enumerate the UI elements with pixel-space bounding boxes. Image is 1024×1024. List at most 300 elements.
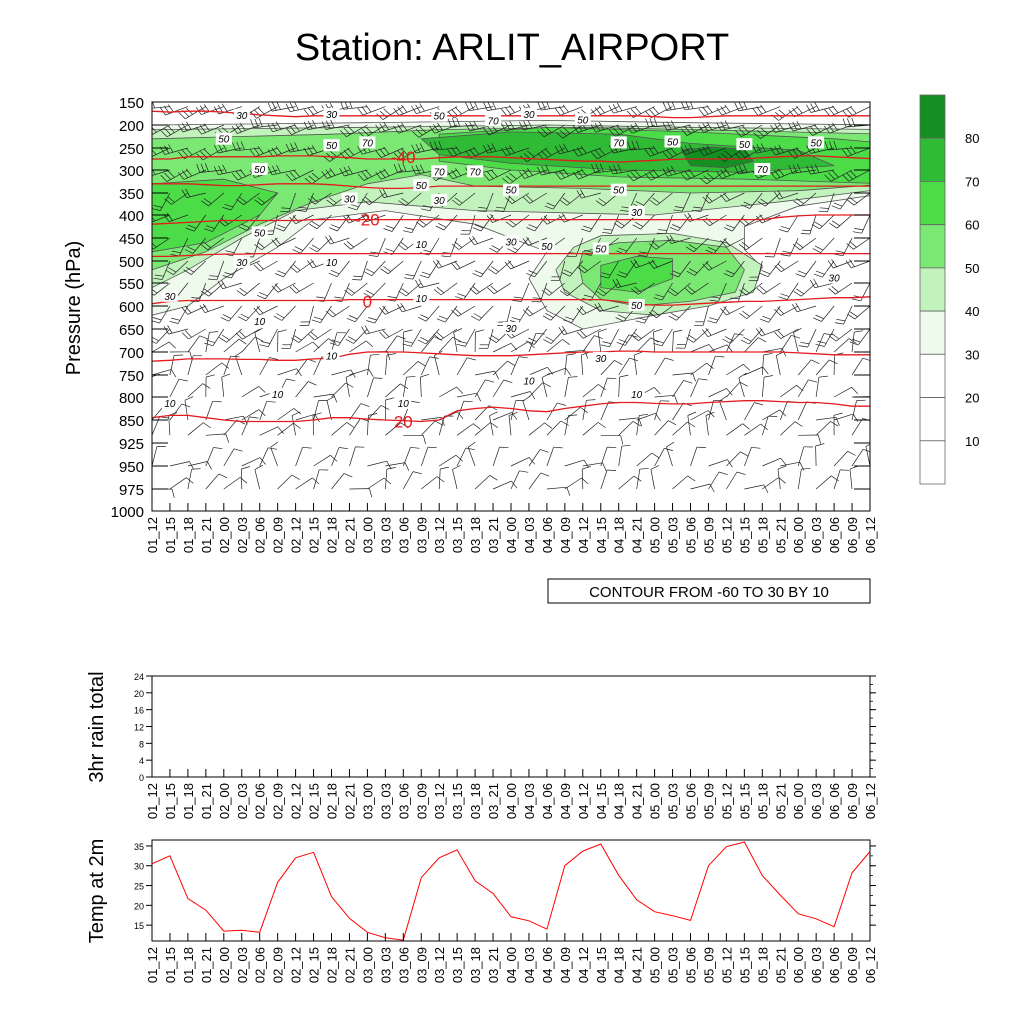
- wind-feather-12-0: [171, 369, 176, 377]
- wind-feather-189-1: [314, 317, 323, 320]
- rain-x-tick-label-28: 05_00: [647, 783, 663, 820]
- wind-feather-602-1: [730, 298, 739, 299]
- wind-barb-516: [655, 358, 665, 375]
- wind-feather-576-0: [699, 109, 705, 116]
- rain-x-tick-label-13: 03_03: [378, 783, 394, 820]
- wind-barb-535: [673, 380, 684, 397]
- pressure-tick-label-16: 950: [118, 459, 144, 476]
- contour-label-8: 70: [361, 138, 373, 150]
- pressure-tick-label-4: 350: [118, 186, 144, 203]
- wind-barb-405: [530, 306, 547, 316]
- wind-barb-485: [619, 476, 634, 489]
- wind-feather-386-1: [514, 297, 523, 298]
- wind-barb-553: [691, 379, 699, 397]
- wind-feather-319-0: [477, 393, 481, 401]
- rain-x-tick-label-17: 03_15: [450, 783, 466, 820]
- wind-feather-324-2: [455, 107, 461, 114]
- temp-border: [152, 840, 870, 941]
- pressure-x-tick-label-7: 02_09: [270, 517, 286, 554]
- wind-barb-501: [637, 416, 640, 436]
- wind-barb-519: [655, 421, 669, 436]
- wind-barb-151: [284, 261, 296, 277]
- temp-ytick-label-2: 25: [133, 881, 144, 892]
- wind-feather-711-1: [836, 319, 845, 321]
- wind-barb-575: [709, 472, 720, 489]
- wind-feather-659-0: [794, 328, 802, 332]
- wind-feather-468-2: [599, 106, 605, 113]
- wind-feather-168-0: [293, 249, 301, 253]
- wind-feather-102-0: [235, 351, 243, 356]
- rain-x-tick-label-39: 06_09: [845, 783, 860, 820]
- wind-feather-299-0: [453, 337, 461, 341]
- wind-barb-592: [726, 452, 740, 466]
- wind-feather-228-0: [370, 354, 379, 355]
- wind-feather-105-0: [249, 417, 258, 418]
- contour-label-35: 30: [505, 324, 517, 335]
- pressure-x-tick-label-8: 02_12: [288, 517, 304, 554]
- wind-barb-81: [205, 306, 224, 313]
- wind-barb-409: [542, 378, 547, 397]
- rain-x-tick-label-29: 05_03: [665, 783, 681, 820]
- rain-x-tick-label-1: 01_15: [162, 783, 178, 820]
- temp-x-tick-label-20: 04_00: [504, 947, 519, 984]
- wind-barb-443: [583, 336, 594, 352]
- wind-feather-117-0: [238, 317, 246, 321]
- wind-barb-466: [601, 447, 607, 466]
- wind-feather-83-0: [239, 339, 246, 344]
- wind-feather-576-2: [707, 105, 713, 112]
- pressure-x-tick-label-34: 05_18: [755, 517, 771, 554]
- wind-feather-732-0: [890, 374, 893, 383]
- wind-feather-535-0: [684, 380, 693, 383]
- wind-barb-701: [834, 470, 840, 489]
- wind-barb-447: [583, 422, 598, 435]
- pressure-x-tick-label-28: 05_00: [647, 517, 663, 554]
- rain-frame: [152, 676, 870, 777]
- contour-label-34: 10: [254, 317, 266, 329]
- wind-barb-665: [798, 469, 801, 489]
- wind-barb-99: [229, 306, 242, 321]
- wind-barb-725: [862, 215, 870, 233]
- wind-feather-553-0: [699, 379, 708, 380]
- wind-feather-313-1: [437, 260, 442, 267]
- wind-barb-532: [662, 329, 673, 346]
- wind-feather-31-0: [179, 379, 188, 381]
- wind-feather-514-0: [631, 335, 638, 341]
- wind-feather-315-0: [437, 319, 445, 322]
- pressure-tick-label-14: 850: [118, 413, 144, 430]
- pressure-x-tick-label-16: 03_12: [432, 517, 448, 554]
- wind-barb-118: [243, 329, 260, 339]
- wind-barb-719: [850, 469, 852, 489]
- wind-feather-622-1: [743, 337, 751, 341]
- wind-feather-20-1: [146, 150, 152, 157]
- wind-feather-334-1: [458, 341, 467, 343]
- wind-feather-592-0: [741, 452, 749, 457]
- wind-barb-622: [749, 329, 762, 344]
- wind-barb-83: [224, 339, 239, 352]
- wind-feather-257-0: [384, 229, 393, 232]
- wind-feather-81-0: [200, 305, 205, 313]
- wind-barb-314: [441, 283, 457, 295]
- wind-feather-212-0: [361, 404, 370, 407]
- wind-barb-387: [519, 306, 530, 323]
- wind-feather-190-1: [311, 332, 318, 338]
- wind-barb-223: [361, 261, 367, 280]
- rain-panel: [86, 671, 878, 819]
- pressure-x-tick-label-24: 04_12: [575, 517, 591, 554]
- wind-feather-241-0: [364, 272, 372, 276]
- wind-feather-168-1: [295, 247, 303, 251]
- pressure-x-tick-label-26: 04_18: [611, 517, 627, 554]
- wind-feather-413-0: [567, 487, 570, 495]
- contour-label-23: 50: [254, 228, 266, 240]
- wind-feather-286-0: [428, 447, 437, 448]
- contour-label-16: 70: [756, 165, 768, 176]
- pressure-x-tick-label-2: 01_18: [180, 517, 196, 554]
- wind-feather-297-1: [420, 315, 428, 319]
- wind-barb-336: [475, 371, 495, 375]
- wind-barb-624: [762, 355, 763, 375]
- wind-feather-320-0: [464, 401, 473, 402]
- wind-barb-177: [313, 415, 314, 435]
- wind-barb-385: [511, 261, 529, 269]
- temp-x-tick-label-34: 05_18: [755, 947, 771, 984]
- wind-feather-481-0: [620, 375, 629, 377]
- wind-barb-588: [726, 364, 743, 375]
- contour-info-label: CONTOUR FROM -60 TO 30 BY 10: [589, 584, 829, 601]
- wind-barb-319: [457, 393, 477, 397]
- colorbar-label-4: 40: [965, 304, 980, 320]
- wind-barb-657: [781, 306, 799, 316]
- wind-barb-478: [610, 329, 619, 347]
- wind-barb-252: [383, 107, 403, 120]
- contour-label-28: 10: [325, 258, 338, 270]
- wind-barb-574: [709, 460, 728, 466]
- wind-feather-17-0: [172, 489, 174, 498]
- isotherm-2: [152, 297, 870, 305]
- wind-feather-268-0: [411, 447, 420, 448]
- wind-barb-11: [152, 342, 169, 352]
- wind-barb-34: [170, 462, 190, 467]
- wind-feather-245-0: [397, 336, 405, 339]
- temp-ytick-label-0: 15: [133, 921, 144, 932]
- wind-barb-678: [816, 360, 829, 375]
- wind-barb-69: [206, 434, 226, 435]
- wind-barb-103: [242, 386, 259, 397]
- wind-barb-241: [372, 261, 386, 276]
- pressure-x-tick-label-11: 02_21: [342, 517, 358, 554]
- wind-feather-688-1: [820, 208, 829, 209]
- temp-x-tick-label-23: 04_09: [557, 947, 573, 984]
- pressure-panel: [63, 95, 893, 603]
- wind-feather-225-1: [349, 316, 357, 320]
- wind-barb-257: [392, 215, 403, 232]
- wind-barb-424: [551, 329, 565, 344]
- wind-feather-229-0: [374, 378, 383, 379]
- wind-barb-591: [726, 424, 742, 436]
- pressure-x-tick-label-35: 05_21: [773, 517, 789, 554]
- wind-feather-84-0: [231, 356, 240, 357]
- wind-barb-643: [780, 385, 796, 397]
- wind-feather-485-0: [634, 476, 641, 481]
- wind-feather-360-1: [488, 102, 492, 110]
- wind-feather-378-1: [505, 107, 511, 114]
- wind-feather-432-1: [559, 106, 564, 113]
- wind-barb-222: [351, 238, 368, 249]
- wind-feather-278-0: [399, 291, 407, 296]
- wind-feather-368-1: [491, 286, 498, 292]
- wind-barb-642: [776, 355, 780, 375]
- wind-feather-312-0: [441, 256, 450, 257]
- contour-label-17: 50: [415, 181, 427, 193]
- wind-feather-728-0: [852, 299, 861, 301]
- wind-feather-432-2: [563, 105, 568, 112]
- wind-barb-590: [720, 401, 727, 420]
- contour-label-36: 10: [325, 351, 338, 363]
- wind-feather-49-0: [203, 384, 211, 389]
- wind-feather-576-1: [703, 107, 709, 114]
- wind-barb-259: [388, 261, 403, 274]
- pressure-tick-label-5: 400: [118, 208, 144, 225]
- temp-x-tick-label-16: 03_12: [432, 947, 448, 984]
- wind-barb-317: [454, 332, 457, 352]
- wind-barb-349: [481, 261, 493, 277]
- wind-barb-313: [439, 261, 458, 268]
- temp-x-tick-label-38: 06_06: [827, 947, 843, 984]
- wind-feather-46-1: [168, 325, 172, 333]
- wind-barb-214: [350, 447, 356, 466]
- rain-y-ticks: [134, 672, 876, 783]
- contour-label-19: 50: [613, 185, 625, 197]
- wind-feather-377-0: [519, 471, 528, 473]
- wind-feather-395-0: [541, 473, 549, 476]
- wind-barb-569: [709, 345, 728, 352]
- contour-label-4: 30: [523, 109, 535, 121]
- wind-barb-710: [836, 283, 853, 294]
- wind-feather-50-0: [185, 397, 193, 401]
- wind-barb-260: [395, 283, 403, 301]
- wind-feather-692-1: [814, 279, 818, 287]
- temp-y-ticks: [134, 842, 876, 931]
- wind-barb-193: [332, 383, 346, 397]
- wind-barb-197: [332, 473, 345, 489]
- wind-feather-151-0: [275, 274, 283, 277]
- wind-barb-107: [241, 469, 242, 489]
- wind-feather-653-0: [779, 229, 788, 232]
- wind-barb-188: [324, 283, 332, 302]
- wind-feather-408-0: [566, 368, 571, 375]
- wind-feather-197-0: [344, 473, 352, 477]
- wind-feather-387-1: [512, 317, 521, 320]
- wind-feather-143-0: [292, 475, 300, 480]
- rain-x-tick-label-21: 04_03: [522, 783, 537, 820]
- wind-barb-8: [143, 283, 152, 301]
- wind-barb-178: [314, 455, 331, 466]
- wind-barb-196: [332, 448, 340, 467]
- wind-barb-539: [673, 476, 688, 489]
- rain-x-tick-label-4: 02_00: [216, 783, 232, 820]
- wind-barb-555: [688, 416, 691, 436]
- wind-barb-160: [296, 447, 303, 466]
- wind-feather-330-1: [455, 242, 462, 248]
- wind-feather-305-0: [440, 467, 449, 469]
- wind-feather-725-0: [853, 232, 862, 234]
- temp-x-tick-label-13: 03_03: [378, 947, 394, 984]
- wind-barb-689: [820, 215, 834, 229]
- temp-x-tick-label-9: 02_15: [306, 947, 322, 984]
- wind-barb-203: [337, 215, 349, 231]
- wind-feather-706-0: [832, 206, 840, 209]
- wind-barb-648: [779, 107, 799, 121]
- rain-x-tick-label-9: 02_15: [306, 783, 322, 820]
- wind-feather-367-0: [488, 269, 495, 274]
- wind-barb-161: [296, 478, 313, 489]
- pressure-x-tick-label-3: 01_21: [198, 517, 214, 554]
- wind-barb-406: [534, 329, 547, 345]
- wind-barb-552: [691, 363, 707, 375]
- temp-x-tick-label-21: 04_03: [522, 947, 537, 984]
- wind-barb-376: [511, 457, 529, 466]
- wind-barb-698: [834, 414, 853, 420]
- temp-x-tick-label-22: 04_06: [539, 947, 555, 984]
- contour-label-42: 10: [397, 398, 409, 410]
- wind-feather-715-0: [872, 397, 875, 406]
- wind-feather-65-0: [209, 332, 218, 333]
- pressure-tick-label-7: 500: [118, 254, 144, 271]
- wind-barb-497: [637, 338, 651, 352]
- wind-barb-101: [242, 337, 255, 352]
- wind-feather-270-1: [398, 107, 403, 114]
- wind-feather-666-2: [796, 106, 802, 113]
- wind-feather-259-1: [383, 266, 390, 271]
- wind-feather-737-0: [886, 476, 893, 481]
- wind-barb-680: [816, 417, 836, 420]
- rain-x-tick-label-15: 03_09: [414, 783, 430, 820]
- pressure-x-tick-label-14: 03_06: [396, 517, 412, 554]
- wind-feather-265-0: [406, 376, 415, 377]
- wind-feather-103-0: [259, 386, 266, 392]
- wind-feather-628-0: [781, 458, 787, 465]
- wind-barb-653: [788, 215, 799, 232]
- wind-feather-656-1: [781, 294, 790, 297]
- wind-feather-137-0: [278, 330, 287, 332]
- contour-label-12: 50: [810, 138, 822, 150]
- wind-feather-378-2: [509, 106, 515, 113]
- wind-barb-386: [521, 283, 529, 302]
- wind-feather-180-1: [308, 108, 314, 115]
- wind-feather-180-2: [312, 106, 318, 113]
- wind-feather-568-1: [689, 335, 697, 340]
- wind-feather-323-0: [453, 465, 461, 469]
- wind-feather-691-0: [814, 274, 822, 277]
- pressure-x-tick-label-30: 05_06: [683, 517, 699, 554]
- contour-label-26: 50: [595, 244, 607, 256]
- wind-barb-700: [834, 451, 848, 466]
- pressure-x-tick-label-31: 05_09: [701, 517, 717, 554]
- wind-feather-484-0: [622, 445, 631, 446]
- wind-feather-625-0: [764, 376, 773, 378]
- wind-feather-347-0: [473, 228, 481, 231]
- wind-feather-125-0: [255, 465, 263, 469]
- wind-feather-654-1: [782, 251, 791, 253]
- wind-barb-50: [185, 400, 188, 420]
- pressure-x-tick-label-38: 06_06: [827, 517, 843, 554]
- colorbar-box-3: [920, 225, 945, 268]
- wind-feather-539-0: [688, 476, 695, 481]
- wind-feather-424-1: [546, 337, 554, 341]
- wind-feather-98-1: [221, 280, 226, 288]
- wind-feather-318-0: [467, 358, 476, 360]
- contour-label-24: 30: [505, 237, 517, 249]
- wind-feather-533-0: [674, 330, 683, 332]
- rain-x-tick-label-37: 06_03: [809, 783, 825, 820]
- wind-feather-36-2: [168, 105, 173, 112]
- rain-x-tick-label-10: 02_18: [324, 783, 340, 820]
- wind-barb-411: [547, 421, 561, 435]
- wind-barb-287: [421, 477, 437, 489]
- wind-feather-709-0: [828, 261, 833, 268]
- temp-x-tick-label-7: 02_09: [270, 947, 286, 984]
- wind-barb-318: [457, 358, 467, 375]
- wind-barb-279: [402, 306, 421, 312]
- rain-ytick-label-2: 8: [138, 739, 144, 750]
- wind-feather-733-0: [882, 381, 891, 384]
- wind-feather-636-0: [765, 257, 774, 258]
- wind-feather-423-0: [543, 316, 551, 321]
- wind-feather-322-0: [466, 448, 475, 450]
- wind-feather-269-0: [413, 472, 422, 474]
- wind-barb-572: [709, 401, 714, 420]
- wind-barb-463: [601, 378, 608, 397]
- wind-feather-276-0: [398, 245, 405, 251]
- wind-feather-90-0: [214, 106, 219, 114]
- wind-barb-133: [260, 261, 277, 271]
- wind-barb-172: [299, 329, 314, 343]
- wind-feather-203-0: [329, 228, 337, 231]
- wind-feather-240-0: [369, 255, 378, 256]
- wind-feather-223-1: [353, 276, 362, 277]
- wind-feather-334-0: [457, 344, 466, 346]
- wind-feather-712-1: [832, 334, 839, 340]
- wind-feather-699-0: [834, 413, 843, 415]
- wind-barb-171: [309, 306, 314, 325]
- pressure-x-tick-label-10: 02_18: [324, 517, 340, 554]
- wind-barb-674: [801, 283, 816, 296]
- wind-barb-718: [852, 449, 863, 466]
- wind-feather-430-0: [584, 460, 589, 468]
- wind-feather-195-0: [347, 422, 354, 427]
- wind-feather-674-0: [794, 291, 802, 296]
- wind-feather-675-0: [792, 304, 797, 312]
- wind-barb-372: [511, 357, 519, 375]
- wind-barb-158: [296, 414, 315, 420]
- wind-barb-87: [224, 420, 237, 435]
- wind-barb-170: [296, 283, 313, 293]
- wind-feather-698-0: [853, 414, 858, 422]
- contour-label-32: 10: [415, 294, 427, 306]
- wind-barb-449: [582, 469, 583, 489]
- wind-feather-216-2: [349, 100, 352, 108]
- wind-barb-155: [296, 342, 313, 352]
- wind-barb-482: [619, 418, 639, 420]
- wind-barb-86: [224, 416, 244, 420]
- wind-barb-228: [367, 355, 370, 375]
- wind-barb-568: [694, 329, 709, 342]
- wind-feather-594-2: [725, 105, 730, 112]
- wind-feather-372-0: [519, 357, 528, 358]
- wind-barb-186: [317, 238, 331, 252]
